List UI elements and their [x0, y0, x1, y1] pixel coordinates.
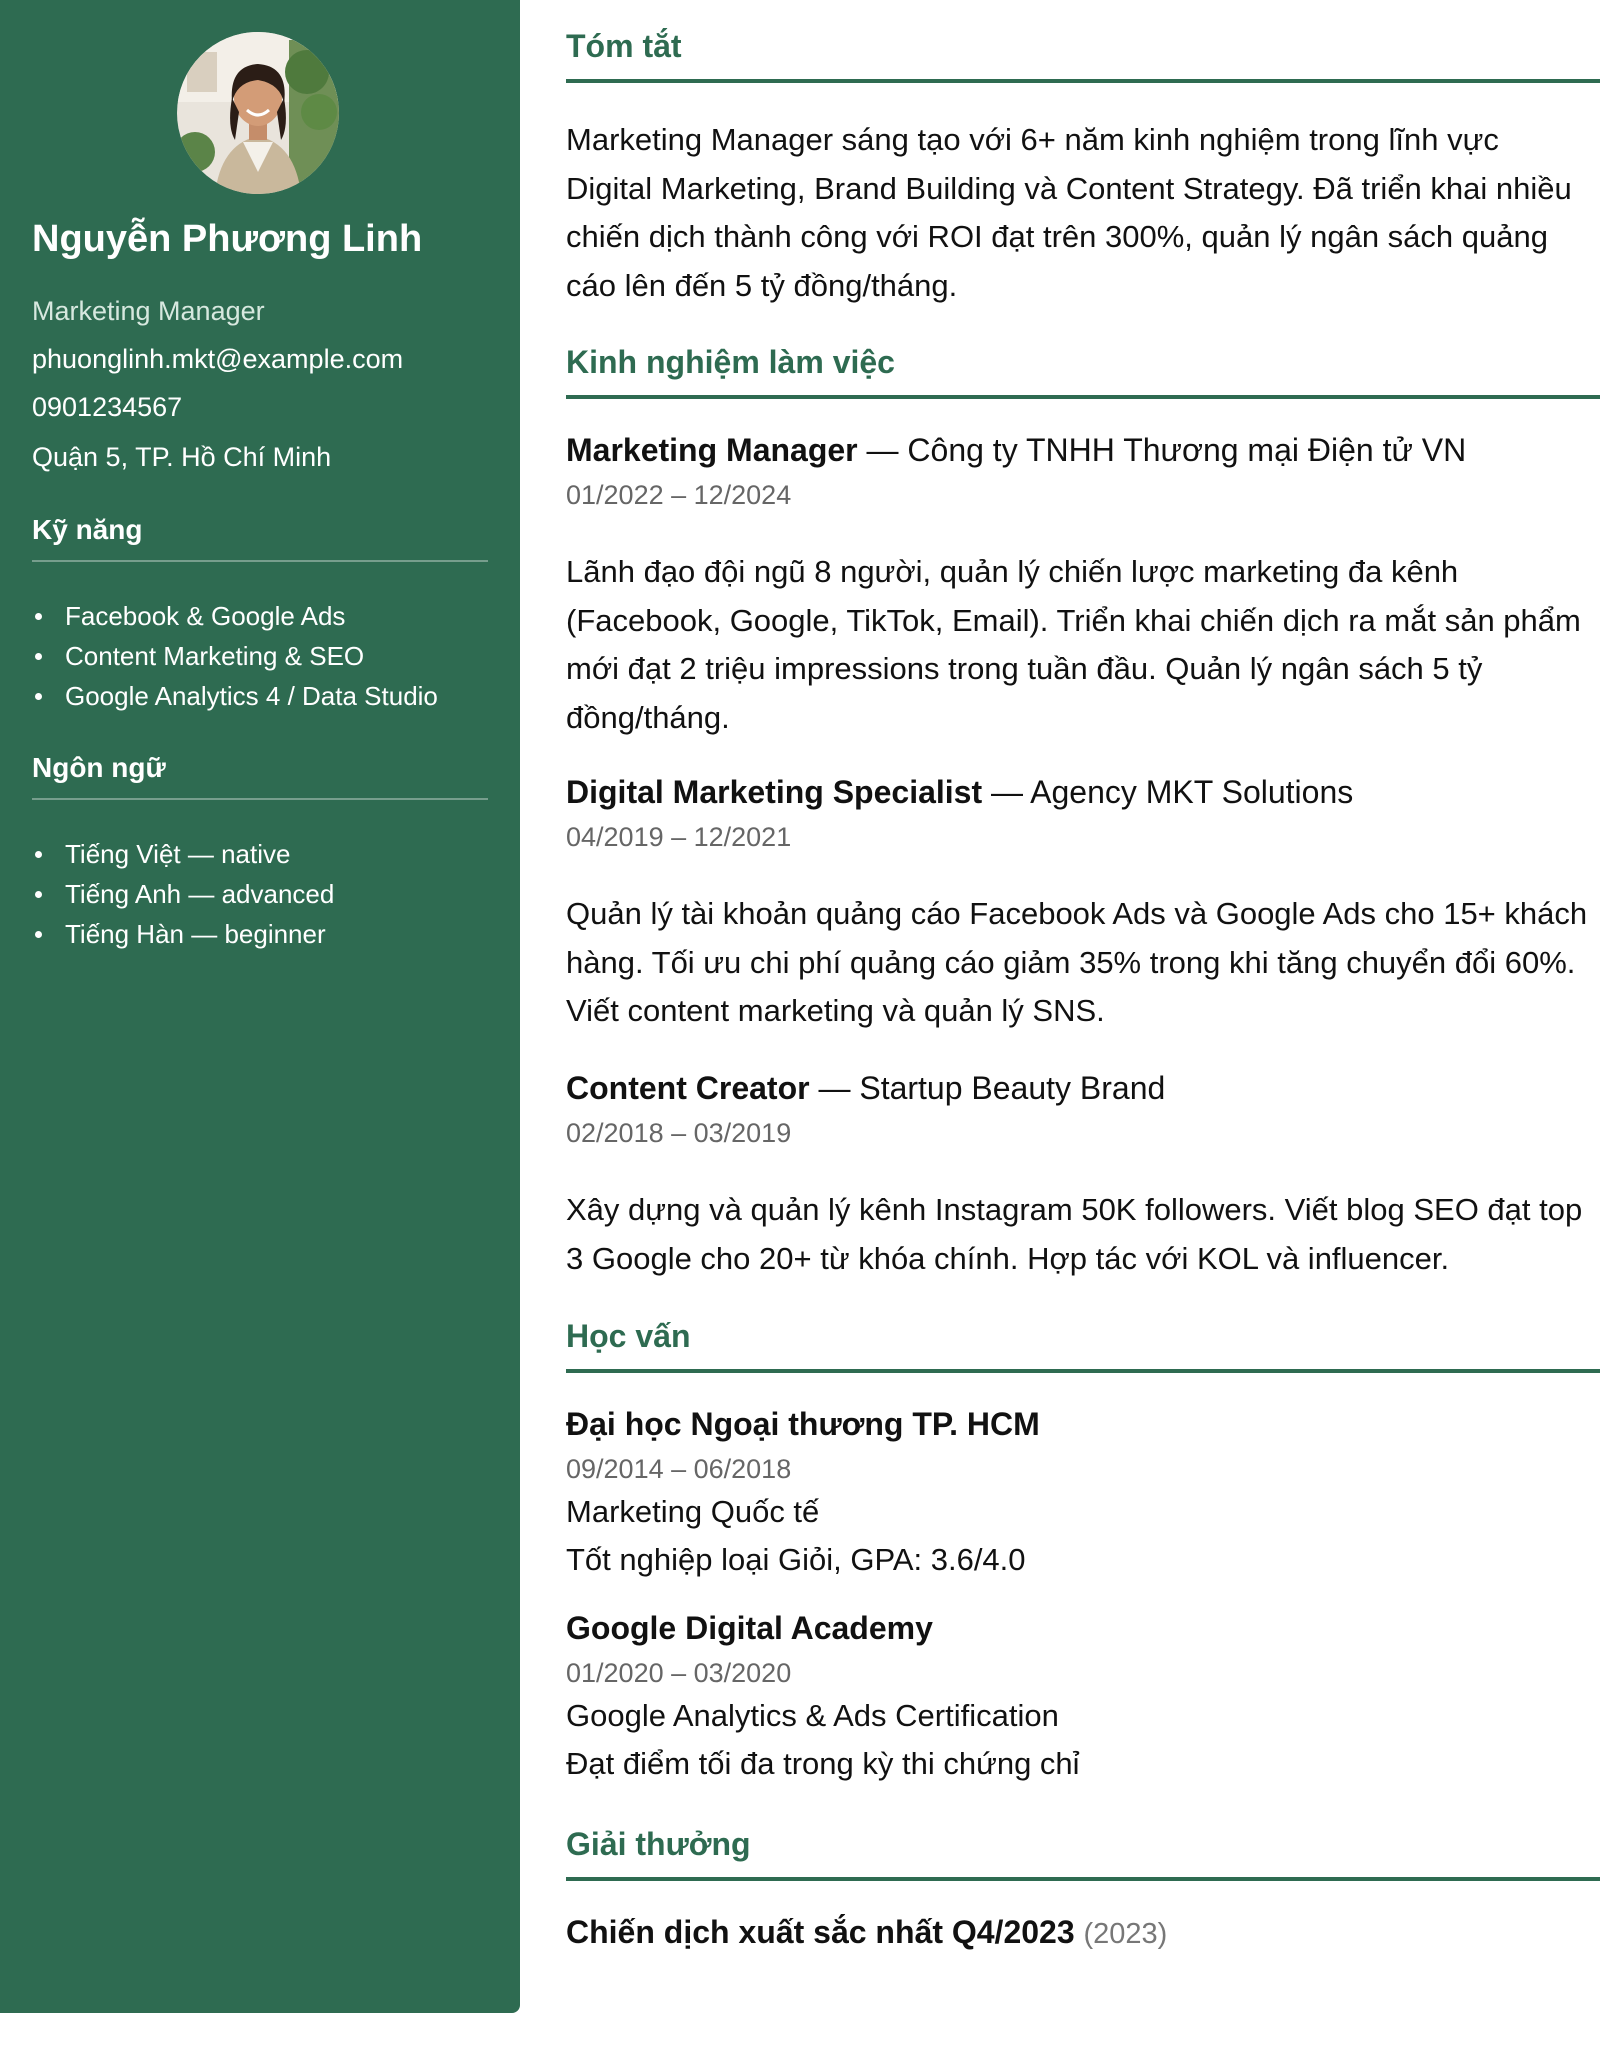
education-note: Tốt nghiệp loại Giỏi, GPA: 3.6/4.0: [566, 1542, 1026, 1577]
experience-description: Quản lý tài khoản quảng cáo Facebook Ads và Google Ads cho 15+ khách hàng. Tối ưu chi phí quảng cáo giảm 35% trong khi tăng chuyển đổi 60%. Viết content marketing và quản lý SNS.: [566, 896, 1588, 1028]
experience-dates: 01/2022 – 12/2024: [566, 480, 792, 510]
experience-company: — Agency MKT Solutions: [982, 774, 1354, 810]
language-item: Tiếng Việt — native: [32, 834, 334, 874]
education-major: Google Analytics & Ads Certification: [566, 1698, 1059, 1733]
phone-text: 0901234567: [32, 392, 183, 422]
skill-item: Content Marketing & SEO: [32, 636, 438, 676]
experience-dates: 02/2018 – 03/2019: [566, 1118, 792, 1148]
award-year: (2023): [1083, 1918, 1168, 1950]
languages-list: [32, 834, 334, 954]
language-item: Tiếng Anh — advanced: [32, 874, 334, 914]
experience-role: Content Creator: [566, 1070, 810, 1106]
award-name: Chiến dịch xuất sắc nhất Q4/2023: [566, 1914, 1075, 1950]
experience-company: — Startup Beauty Brand: [809, 1070, 1166, 1106]
education-school: Google Digital Academy: [566, 1610, 933, 1646]
education-heading: Học vấn: [566, 1318, 1600, 1373]
experience-title: [566, 1070, 1165, 1107]
education-note: Đạt điểm tối đa trong kỳ thi chứng chỉ: [566, 1746, 1080, 1781]
skills-list: [32, 596, 438, 716]
summary-heading: Tóm tắt: [566, 28, 1600, 83]
experience-role: Marketing Manager: [566, 432, 858, 468]
experience-company: — Công ty TNHH Thương mại Điện tử VN: [857, 432, 1467, 468]
languages-heading: Ngôn ngữ: [32, 752, 488, 800]
experience-title: [566, 432, 1466, 469]
awards-heading: Giải thưởng: [566, 1826, 1600, 1881]
experience-title: [566, 774, 1353, 811]
summary-text: Marketing Manager sáng tạo với 6+ năm kinh nghiệm trong lĩnh vực Digital Marketing, Brand Building và Content Strategy. Đã triển khai nhiều chiến dịch thành công với ROI đạt trên 300%, quản lý ngân sách quảng cáo lên đến 5 tỷ đồng/tháng.: [566, 122, 1572, 303]
education-dates: 01/2020 – 03/2020: [566, 1658, 792, 1688]
skill-item: Facebook & Google Ads: [32, 596, 438, 636]
experience-role: Digital Marketing Specialist: [566, 774, 983, 810]
skill-item: Google Analytics 4 / Data Studio: [32, 676, 438, 716]
experience-dates: 04/2019 – 12/2021: [566, 822, 792, 852]
experience-description: Lãnh đạo đội ngũ 8 người, quản lý chiến lược marketing đa kênh (Facebook, Google, TikTok, Email). Triển khai chiến dịch ra mắt sản phẩm mới đạt 2 triệu impressions trong tuần đầu. Quản lý ngân sách 5 tỷ đồng/tháng.: [566, 554, 1581, 735]
job-title: Marketing Manager: [32, 296, 265, 326]
avatar: [177, 32, 339, 194]
candidate-name: Nguyễn Phương Linh: [32, 218, 423, 260]
education-school: Đại học Ngoại thương TP. HCM: [566, 1406, 1040, 1442]
experience-description: Xây dựng và quản lý kênh Instagram 50K followers. Viết blog SEO đạt top 3 Google cho 20+ từ khóa chính. Hợp tác với KOL và influencer.: [566, 1192, 1583, 1276]
portrait-photo: [177, 32, 339, 194]
email-text: phuonglinh.mkt@example.com: [32, 344, 404, 374]
address-text: Quận 5, TP. Hồ Chí Minh: [32, 442, 332, 472]
experience-heading: Kinh nghiệm làm việc: [566, 344, 1600, 399]
education-dates: 09/2014 – 06/2018: [566, 1454, 792, 1484]
award-item: [566, 1914, 1167, 1951]
sidebar: [0, 0, 520, 2013]
education-major: Marketing Quốc tế: [566, 1494, 820, 1529]
skills-heading: Kỹ năng: [32, 514, 488, 562]
language-item: Tiếng Hàn — beginner: [32, 914, 334, 954]
